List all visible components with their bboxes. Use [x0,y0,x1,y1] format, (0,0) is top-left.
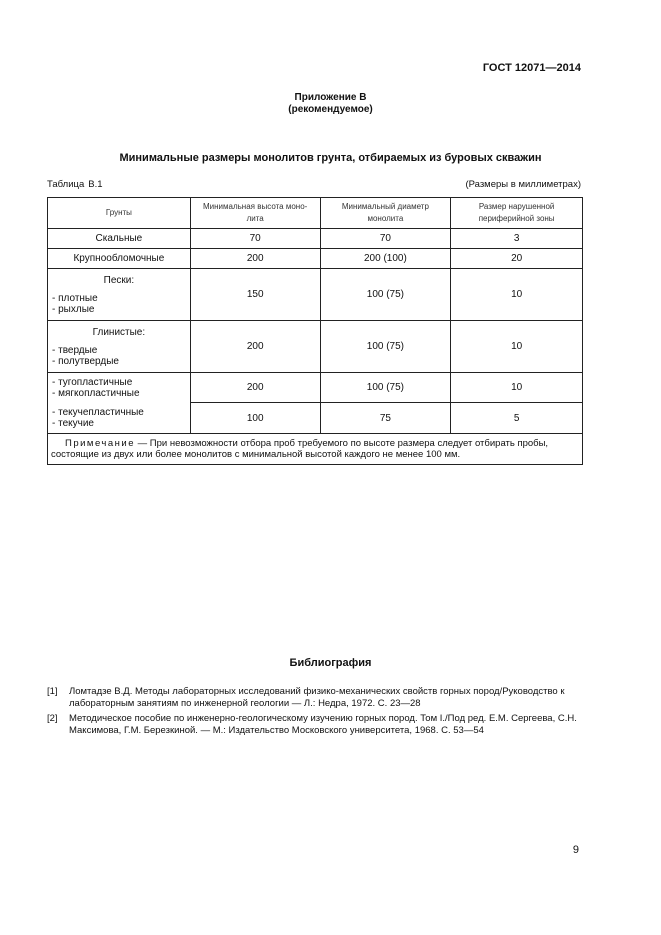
bibliography-title: Библиография [289,657,372,669]
cell-zone: 20 [451,249,583,269]
soil-subtype: - плотные [52,292,98,304]
col-header-soil: Грунты [48,198,191,229]
appendix-subtitle: (рекомендуемое) [288,104,373,115]
bibliography-number: [2] [47,713,58,724]
cell-diameter: 70 [320,229,451,249]
cell-soil [48,269,191,321]
cell-height: 70 [190,229,320,249]
cell-soil [48,321,191,373]
col-header-height [190,198,320,229]
col-header-diameter-text: Минимальный диаметр монолита [341,202,429,223]
soil-subtype: - текучие [52,417,94,429]
col-header-zone [451,198,583,229]
cell-diameter: 100 (75) [320,373,451,403]
cell-diameter: 75 [320,403,451,434]
soil-subtype: - мягкопластичные [52,387,140,399]
cell-height: 200 [190,321,320,373]
bibliography-text: Методическое пособие по инженерно-геологическому изучению горных пород. Том I./Под ред. Е.М. Сергеева, С.Н. Максимова, Г.М. Березкиной. — М.: Издательство Московского университета, 1968. С. 53—54 [69,713,577,736]
col-header-height-text: Минимальная высота моно- лита [203,202,308,223]
cell-height: 200 [190,249,320,269]
soil-table [47,197,583,465]
bibliography-text: Ломтадзе В.Д. Методы лабораторных исследований физико-механических свойств горных пород/Руководство к лабораторным занятиям по инженерной геологии — Л.: Недра, 1972. С. 23—28 [69,686,565,709]
soil-subtype: - тугопластичные [52,376,133,388]
cell-soil: Скальные [48,229,191,249]
table-label [47,179,103,190]
table-row [48,229,583,249]
page-number: 9 [572,844,579,856]
bibliography-item [47,713,583,737]
cell-zone: 5 [451,403,583,434]
table-row [48,269,583,321]
note-label: Примечание [65,438,135,449]
appendix-title: Приложение В [294,92,367,103]
cell-diameter: 100 (75) [320,321,451,373]
cell-height: 150 [190,269,320,321]
note-text: — При невозможности отбора проб требуемого по высоте размера следует отбирать пробы, состоящие из двух или более монолитов с минимальной высотой каждого не менее 100 мм. [51,438,549,460]
soil-subtype: - рыхлые [52,303,95,315]
table-row [48,403,583,434]
soil-group-label: Глинистые: [92,326,146,338]
col-header-diameter [320,198,451,229]
cell-soil: Крупнообломочные [48,249,191,269]
document-code: ГОСТ 12071—2014 [482,62,581,74]
cell-diameter: 200 (100) [320,249,451,269]
cell-zone: 10 [451,269,583,321]
cell-zone: 10 [451,321,583,373]
soil-subtype: - твердые [52,344,98,356]
cell-zone: 10 [451,373,583,403]
bibliography-number: [1] [47,686,58,697]
table-note [48,434,583,465]
table-row [48,373,583,403]
cell-soil [48,403,191,434]
cell-height: 100 [190,403,320,434]
soil-subtype: - текучепластичные [52,406,144,418]
table-label-number: В.1 [88,179,103,190]
col-header-zone-text: Размер нарушенной периферийной зоны [478,202,555,223]
soil-group-label: Пески: [103,274,135,286]
cell-soil [48,373,191,403]
cell-height: 200 [190,373,320,403]
table-title: Минимальные размеры монолитов грунта, отбираемых из буровых скважин [119,152,542,164]
bibliography-item [47,686,583,710]
table-note-row [48,434,583,465]
soil-subtype: - полутвердые [52,355,119,367]
units-note: (Размеры в миллиметрах) [465,179,581,190]
table-row [48,249,583,269]
cell-zone: 3 [451,229,583,249]
table-row [48,321,583,373]
cell-diameter: 100 (75) [320,269,451,321]
table-header-row [48,198,583,229]
table-label-word: Таблица [47,179,85,190]
